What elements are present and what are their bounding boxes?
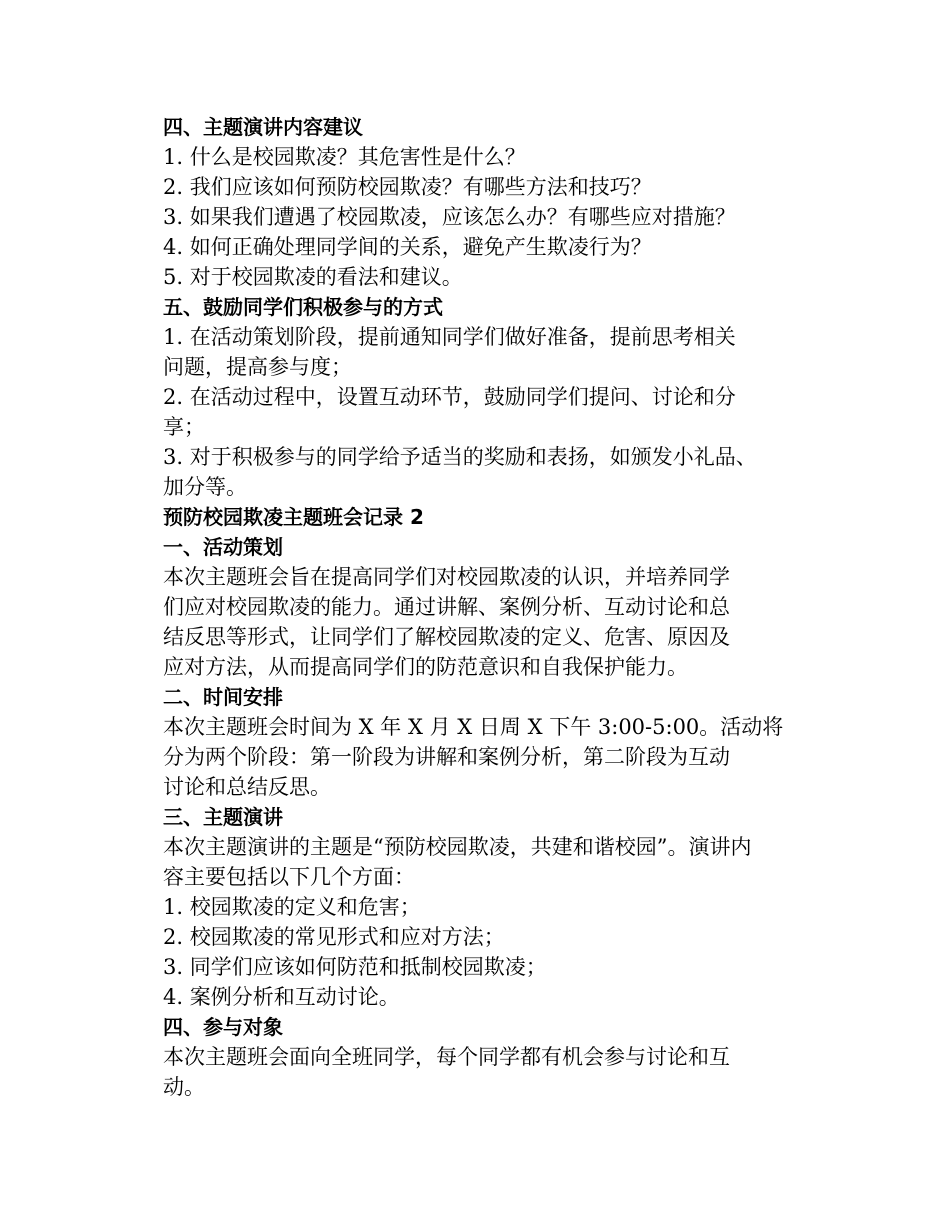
paragraph-line: 本次主题班会时间为 X 年 X 月 X 日周 X 下午 3:00-5:00。活动将 xyxy=(163,715,784,739)
paragraph-line: 结反思等形式，让同学们了解校园欺凌的定义、危害、原因及 xyxy=(163,625,730,649)
paragraph-line: 本次主题班会面向全班同学，每个同学都有机会参与讨论和互 xyxy=(163,1045,730,1069)
list-item: 5. 对于校园欺凌的看法和建议。 xyxy=(163,265,463,289)
list-item-continued: 问题，提高参与度； xyxy=(163,355,352,379)
paragraph-line: 应对方法，从而提高同学们的防范意识和自我保护能力。 xyxy=(163,655,688,679)
paragraph-line: 们应对校园欺凌的能力。通过讲解、案例分析、互动讨论和总 xyxy=(163,595,730,619)
section-heading: 五、鼓励同学们积极参与的方式 xyxy=(163,295,443,319)
list-item: 4. 案例分析和互动讨论。 xyxy=(163,985,400,1009)
list-item-continued: 享； xyxy=(163,415,205,439)
list-item: 1. 什么是校园欺凌？其危害性是什么？ xyxy=(163,145,526,169)
list-item: 1. 在活动策划阶段，提前通知同学们做好准备，提前思考相关 xyxy=(163,325,736,349)
document-page xyxy=(163,112,803,1102)
list-item: 3. 同学们应该如何防范和抵制校园欺凌； xyxy=(163,955,547,979)
list-item: 2. 在活动过程中，设置互动环节，鼓励同学们提问、讨论和分 xyxy=(163,385,736,409)
list-item: 3. 对于积极参与的同学给予适当的奖励和表扬，如颁发小礼品、 xyxy=(163,445,757,469)
list-item: 4. 如何正确处理同学间的关系，避免产生欺凌行为？ xyxy=(163,235,652,259)
list-item: 1. 校园欺凌的定义和危害； xyxy=(163,895,421,919)
list-item: 2. 校园欺凌的常见形式和应对方法； xyxy=(163,925,505,949)
section-heading: 三、主题演讲 xyxy=(163,805,283,829)
list-item: 2. 我们应该如何预防校园欺凌？有哪些方法和技巧？ xyxy=(163,175,652,199)
section-heading: 四、参与对象 xyxy=(163,1015,283,1039)
paragraph-line: 本次主题班会旨在提高同学们对校园欺凌的认识，并培养同学 xyxy=(163,565,730,589)
list-item: 3. 如果我们遭遇了校园欺凌，应该怎么办？有哪些应对措施？ xyxy=(163,205,736,229)
section-heading: 二、时间安排 xyxy=(163,685,283,709)
paragraph-line: 本次主题演讲的主题是“预防校园欺凌，共建和谐校园”。演讲内 xyxy=(163,835,752,859)
paragraph-line: 动。 xyxy=(163,1075,205,1099)
list-item-continued: 加分等。 xyxy=(163,475,247,499)
paragraph-line: 分为两个阶段：第一阶段为讲解和案例分析，第二阶段为互动 xyxy=(163,745,730,769)
section-heading: 一、活动策划 xyxy=(163,535,283,559)
document-title: 预防校园欺凌主题班会记录 2 xyxy=(163,505,424,529)
paragraph-line: 容主要包括以下几个方面： xyxy=(163,865,415,889)
paragraph-line: 讨论和总结反思。 xyxy=(163,775,331,799)
section-heading: 四、主题演讲内容建议 xyxy=(163,115,363,139)
